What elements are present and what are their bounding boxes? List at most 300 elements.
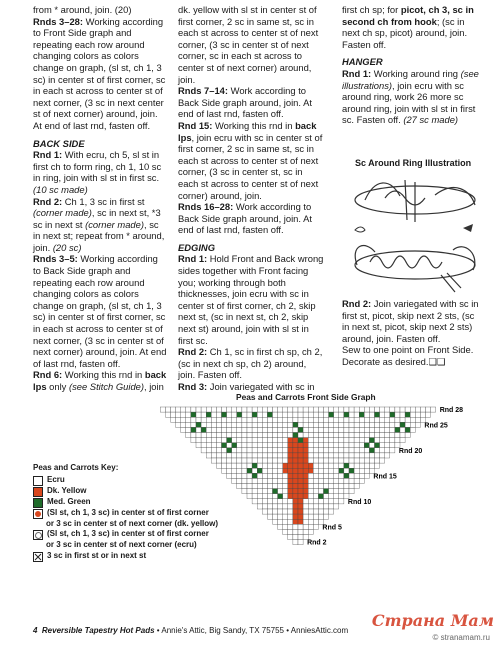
graph-cell-med-green <box>232 443 237 448</box>
graph-cell <box>262 504 267 509</box>
graph-cell <box>395 417 400 422</box>
graph-cell <box>385 407 390 412</box>
graph-cell <box>313 427 318 432</box>
graph-cell-dk-yellow <box>303 458 308 463</box>
graph-cell <box>385 443 390 448</box>
graph-cell <box>318 427 323 432</box>
graph-cell <box>344 422 349 427</box>
graph-cell <box>288 529 293 534</box>
graph-cell <box>242 417 247 422</box>
graph-cell <box>273 473 278 478</box>
graph-cell <box>339 412 344 417</box>
graph-cell <box>334 458 339 463</box>
graph-cell <box>369 433 374 438</box>
graph-cell <box>283 494 288 499</box>
graph-cell <box>324 478 329 483</box>
key-label: 3 sc in first st or in next st <box>47 550 147 560</box>
graph-cell <box>237 453 242 458</box>
graph-cell <box>308 524 313 529</box>
round-number-label: Rnd 25 <box>424 422 448 430</box>
graph-cell-dk-yellow <box>288 478 293 483</box>
graph-cell <box>359 453 364 458</box>
graph-cell <box>262 463 267 468</box>
graph-cell <box>405 422 410 427</box>
round-label: Rnd 2: <box>342 297 372 309</box>
graph-cell <box>278 484 283 489</box>
graph-cell <box>334 433 339 438</box>
graph-cell <box>364 412 369 417</box>
graph-cell <box>237 407 242 412</box>
graph-cell-med-green <box>278 494 283 499</box>
watermark-url: © stranamam.ru <box>432 633 490 642</box>
graph-cell <box>349 412 354 417</box>
graph-cell <box>329 463 334 468</box>
graph-cell <box>232 448 237 453</box>
graph-cell <box>211 448 216 453</box>
graph-cell <box>415 417 420 422</box>
paragraph <box>33 369 168 392</box>
graph-cell <box>369 443 374 448</box>
graph-cell <box>191 407 196 412</box>
graph-cell <box>227 433 232 438</box>
graph-cell-med-green <box>364 443 369 448</box>
graph-cell <box>262 484 267 489</box>
round-number-label: Rnd 20 <box>398 447 423 455</box>
graph-cell <box>329 448 334 453</box>
graph-cell <box>267 453 272 458</box>
paragraph <box>33 253 168 369</box>
graph-cell <box>267 468 272 473</box>
section-heading-back-side: BACK SIDE <box>33 137 85 149</box>
graph-cell-dk-yellow <box>293 448 298 453</box>
graph-cell-dk-yellow <box>303 473 308 478</box>
graph-cell-dk-yellow <box>293 443 298 448</box>
graph-cell <box>288 524 293 529</box>
round-label: Rnd 1: <box>33 149 63 161</box>
graph-cell <box>308 494 313 499</box>
graph-cell <box>242 412 247 417</box>
graph-cell <box>344 417 349 422</box>
graph-cell <box>222 448 227 453</box>
graph-cell-dk-yellow <box>293 463 298 468</box>
graph-cell-dk-yellow <box>298 514 303 519</box>
graph-cell <box>283 504 288 509</box>
text: ; (sc in next ch sp, picot) around, join. Fasten off. <box>342 15 468 50</box>
graph-cell <box>201 417 206 422</box>
graph-cell <box>344 448 349 453</box>
graph-cell <box>308 529 313 534</box>
graph-cell <box>395 433 400 438</box>
graph-cell <box>186 427 191 432</box>
graph-cell <box>262 412 267 417</box>
graph-cell <box>329 417 334 422</box>
graph-cell <box>359 438 364 443</box>
graph-cell <box>181 412 186 417</box>
graph-cell <box>273 519 278 524</box>
graph-cell <box>165 407 170 412</box>
graph-cell <box>395 412 400 417</box>
graph-cell <box>191 433 196 438</box>
graph-cell <box>216 407 221 412</box>
graph-cell <box>313 453 318 458</box>
graph-cell <box>318 407 323 412</box>
graph-cell-med-green <box>201 427 206 432</box>
graph-cell <box>237 443 242 448</box>
graph-cell <box>324 468 329 473</box>
graph-cell <box>242 443 247 448</box>
text: Join variegated with sc in <box>207 381 315 392</box>
graph-cell <box>334 489 339 494</box>
graph-cell-dk-yellow <box>293 484 298 489</box>
graph-cell <box>267 514 272 519</box>
graph-cell <box>400 412 405 417</box>
graph-cell <box>232 412 237 417</box>
graph-cell <box>334 443 339 448</box>
page-footer <box>33 626 348 635</box>
graph-cell <box>354 433 359 438</box>
graph-cell <box>324 453 329 458</box>
graph-cell <box>349 473 354 478</box>
graph-cell <box>308 519 313 524</box>
graph-cell-dk-yellow <box>293 504 298 509</box>
graph-cell <box>334 468 339 473</box>
graph-cell <box>232 422 237 427</box>
graph-cell-med-green <box>196 422 201 427</box>
graph-cell <box>257 453 262 458</box>
graph-cell <box>237 427 242 432</box>
graph-cell-dk-yellow <box>293 438 298 443</box>
graph-cell <box>267 504 272 509</box>
graph-cell-med-green <box>273 489 278 494</box>
graph-cell <box>349 443 354 448</box>
graph-cell <box>339 417 344 422</box>
graph-cell <box>334 473 339 478</box>
graph-cell <box>262 499 267 504</box>
graph-cell <box>334 494 339 499</box>
graph-cell-dk-yellow <box>298 509 303 514</box>
graph-cell <box>349 478 354 483</box>
graph-cell <box>354 478 359 483</box>
graph-cell <box>257 433 262 438</box>
graph-cell <box>191 422 196 427</box>
text: , sc in next st, *3 sc in next st <box>33 207 161 230</box>
graph-cell <box>313 407 318 412</box>
graph-cell <box>293 412 298 417</box>
graph-cell-dk-yellow <box>288 489 293 494</box>
x-symbol-icon <box>33 552 43 562</box>
graph-cell <box>369 422 374 427</box>
graph-cell <box>415 422 420 427</box>
graph-cell <box>308 422 313 427</box>
graph-cell <box>324 499 329 504</box>
text: dk. yellow with sl st in center st of first corner, 2 sc in same st, sc in each st across to center st of next corner, (3 sc in center st of next corner, sc in each st across to center st of next corner) around, join. <box>178 4 319 85</box>
graph-cell <box>283 417 288 422</box>
text: , sc in next st; repeat from * around, join. <box>33 218 165 253</box>
graph-cell <box>237 448 242 453</box>
graph-cell <box>354 443 359 448</box>
graph-cell <box>222 438 227 443</box>
graph-cell <box>222 407 227 412</box>
graph-cell <box>278 433 283 438</box>
graph-cell <box>426 412 431 417</box>
graph-cell <box>247 422 252 427</box>
graph-cell <box>278 514 283 519</box>
text: Ch 1, sc in first ch sp, ch 2, (sc in next ch sp, ch 2) around, join. Fasten off. <box>178 346 323 381</box>
graph-cell <box>201 407 206 412</box>
page-number: 4 <box>33 626 38 635</box>
graph-cell <box>308 484 313 489</box>
text: Working around ring <box>371 67 461 79</box>
graph-cell <box>354 422 359 427</box>
graph-cell <box>318 438 323 443</box>
graph-cell-med-green <box>329 412 334 417</box>
graph-cell <box>380 443 385 448</box>
dk-yellow-dot-symbol-icon <box>33 509 43 519</box>
graph-cell <box>227 417 232 422</box>
graph-cell-med-green <box>375 412 380 417</box>
graph-cell <box>303 499 308 504</box>
graph-cell-dk-yellow <box>293 519 298 524</box>
graph-cell-dk-yellow <box>293 514 298 519</box>
paragraph <box>33 16 168 132</box>
graph-cell <box>252 422 257 427</box>
graph-cell <box>278 504 283 509</box>
graph-cell <box>227 412 232 417</box>
text: , join ecru with sc in center st of first corner, 2 sc in same st, sc in each st across to center st of next corner, (3 sc in center st, sc in each st across to center st of next corner) around, join. <box>178 131 323 201</box>
round-label: Rnd 1: <box>342 67 372 79</box>
graph-cell <box>262 433 267 438</box>
graph-cell <box>339 489 344 494</box>
graph-cell <box>344 478 349 483</box>
text: , join <box>144 381 164 392</box>
graph-cell <box>410 412 415 417</box>
graph-cell-dk-yellow <box>293 468 298 473</box>
graph-cell-dk-yellow <box>293 473 298 478</box>
graph-cell <box>247 407 252 412</box>
graph-cell <box>206 443 211 448</box>
graph-cell <box>364 458 369 463</box>
graph-cell <box>273 422 278 427</box>
graph-cell <box>364 422 369 427</box>
graph-cell <box>313 509 318 514</box>
graph-cell-dk-yellow <box>293 499 298 504</box>
graph-cell <box>303 417 308 422</box>
graph-cell <box>232 417 237 422</box>
graph-cell <box>211 422 216 427</box>
graph-cell <box>329 407 334 412</box>
graph-cell <box>222 453 227 458</box>
graph-cell <box>324 433 329 438</box>
graph-cell <box>359 417 364 422</box>
graph-cell <box>211 438 216 443</box>
graph-cell <box>369 463 374 468</box>
graph-cell <box>395 438 400 443</box>
graph-cell <box>242 422 247 427</box>
graph-cell <box>176 417 181 422</box>
graph-cell <box>329 468 334 473</box>
graph-cell <box>359 473 364 478</box>
graph-cell-dk-yellow <box>298 504 303 509</box>
round-number-label: Rnd 10 <box>347 498 372 506</box>
graph-cell <box>293 427 298 432</box>
text: Working according to Back Side graph and repeating each row around changing colors as colors change on graph, (sl st, ch 1, 3 sc) in center st of first corner, sc in each st across to center st of next corner, (3 sc in center st of next corner) around, join. At end of last rnd, fasten off. <box>33 253 167 369</box>
graph-cell <box>344 407 349 412</box>
graph-cell-dk-yellow <box>303 453 308 458</box>
graph-cell <box>201 422 206 427</box>
ecru-dot-symbol-icon <box>33 530 43 540</box>
graph-cell <box>278 417 283 422</box>
graph-cell <box>262 473 267 478</box>
graph-cell <box>211 407 216 412</box>
graph-cell <box>273 484 278 489</box>
graph-cell <box>247 417 252 422</box>
graph-cell-med-green <box>227 448 232 453</box>
graph-cell <box>278 427 283 432</box>
graph-cell <box>267 433 272 438</box>
text: Working this rnd in <box>212 119 296 131</box>
graph-cell <box>339 448 344 453</box>
note: (see Stitch Guide) <box>68 381 145 392</box>
graph-cell <box>339 427 344 432</box>
graph-cell <box>349 489 354 494</box>
graph-cell <box>298 433 303 438</box>
graph-cell <box>354 484 359 489</box>
graph-cell <box>369 427 374 432</box>
graph-cell <box>318 453 323 458</box>
graph-cell <box>313 478 318 483</box>
graph-cell <box>267 489 272 494</box>
graph-cell <box>216 412 221 417</box>
graph-cell <box>375 407 380 412</box>
graph-cell-dk-yellow <box>288 484 293 489</box>
graph-cell <box>273 427 278 432</box>
graph-cell <box>257 443 262 448</box>
graph-cell <box>339 458 344 463</box>
graph-cell <box>283 412 288 417</box>
graph-cell <box>308 499 313 504</box>
graph-cell <box>278 463 283 468</box>
graph-cell <box>293 524 298 529</box>
graph-cell <box>222 433 227 438</box>
graph-cell <box>262 448 267 453</box>
graph-cell <box>339 422 344 427</box>
graph-cell-med-green <box>191 412 196 417</box>
graph-cell <box>165 412 170 417</box>
graph-cell <box>298 417 303 422</box>
graph-cell <box>196 438 201 443</box>
key-item <box>33 475 263 486</box>
graph-cell <box>273 509 278 514</box>
graph-cell <box>380 453 385 458</box>
graph-cell-dk-yellow <box>293 489 298 494</box>
graph-cell-dk-yellow <box>298 443 303 448</box>
graph-cell <box>334 484 339 489</box>
graph-cell-dk-yellow <box>303 438 308 443</box>
graph-cell <box>257 407 262 412</box>
graph-cell <box>313 489 318 494</box>
graph-cell <box>313 484 318 489</box>
graph-cell <box>237 417 242 422</box>
graph-cell-med-green <box>349 468 354 473</box>
graph-cell-med-green <box>293 433 298 438</box>
graph-cell <box>227 407 232 412</box>
graph-cell <box>273 417 278 422</box>
graph-cell <box>303 504 308 509</box>
graph-cell <box>186 412 191 417</box>
graph-cell <box>339 407 344 412</box>
graph-cell <box>252 427 257 432</box>
graph-cell <box>303 529 308 534</box>
graph-cell <box>329 453 334 458</box>
graph-cell <box>211 412 216 417</box>
graph-cell <box>313 412 318 417</box>
graph-cell <box>313 443 318 448</box>
graph-cell <box>303 514 308 519</box>
graph-cell <box>227 453 232 458</box>
graph-cell <box>344 484 349 489</box>
graph-cell <box>283 484 288 489</box>
graph-cell <box>308 412 313 417</box>
round-number-label: Rnd 2 <box>307 539 327 547</box>
graph-cell <box>283 478 288 483</box>
graph-cell-dk-yellow <box>293 453 298 458</box>
graph-cell <box>349 438 354 443</box>
graph-cell <box>364 468 369 473</box>
graph-cell <box>242 407 247 412</box>
graph-cell <box>385 422 390 427</box>
graph-cell <box>206 407 211 412</box>
graph-cell <box>278 458 283 463</box>
graph-cell <box>349 463 354 468</box>
graph-cell <box>390 417 395 422</box>
graph-cell <box>267 509 272 514</box>
graph-cell <box>354 407 359 412</box>
graph-cell <box>267 448 272 453</box>
graph-cell <box>227 443 232 448</box>
graph-cell <box>313 468 318 473</box>
graph-cell <box>339 453 344 458</box>
graph-cell-dk-yellow <box>293 494 298 499</box>
graph-cell <box>216 438 221 443</box>
graph-cell-dk-yellow <box>298 519 303 524</box>
graph-cell-dk-yellow <box>288 494 293 499</box>
swatch-med-green <box>33 498 43 508</box>
graph-cell <box>349 484 354 489</box>
graph-cell-dk-yellow <box>298 473 303 478</box>
graph-cell <box>329 484 334 489</box>
graph-cell <box>318 473 323 478</box>
emphasis: back lps <box>178 119 317 143</box>
graph-cell-dk-yellow <box>298 453 303 458</box>
graph-cell-dk-yellow <box>288 473 293 478</box>
graph-cell <box>380 407 385 412</box>
graph-cell <box>324 473 329 478</box>
graph-cell <box>171 407 176 412</box>
text: , join ecru with sc around ring, work 26 more sc around ring, join with sl st in first sc. Fasten off. <box>342 79 476 126</box>
graph-cell <box>262 438 267 443</box>
graph-cell <box>288 509 293 514</box>
graph-cell <box>227 427 232 432</box>
graph-cell <box>313 422 318 427</box>
round-label: Rnds 3–5: <box>33 253 78 265</box>
graph-cell <box>324 422 329 427</box>
graph-cell <box>385 453 390 458</box>
note: (corner made) <box>85 218 144 230</box>
graph-cell <box>349 458 354 463</box>
paragraph <box>178 201 324 236</box>
paragraph <box>342 344 482 367</box>
graph-cell <box>318 514 323 519</box>
